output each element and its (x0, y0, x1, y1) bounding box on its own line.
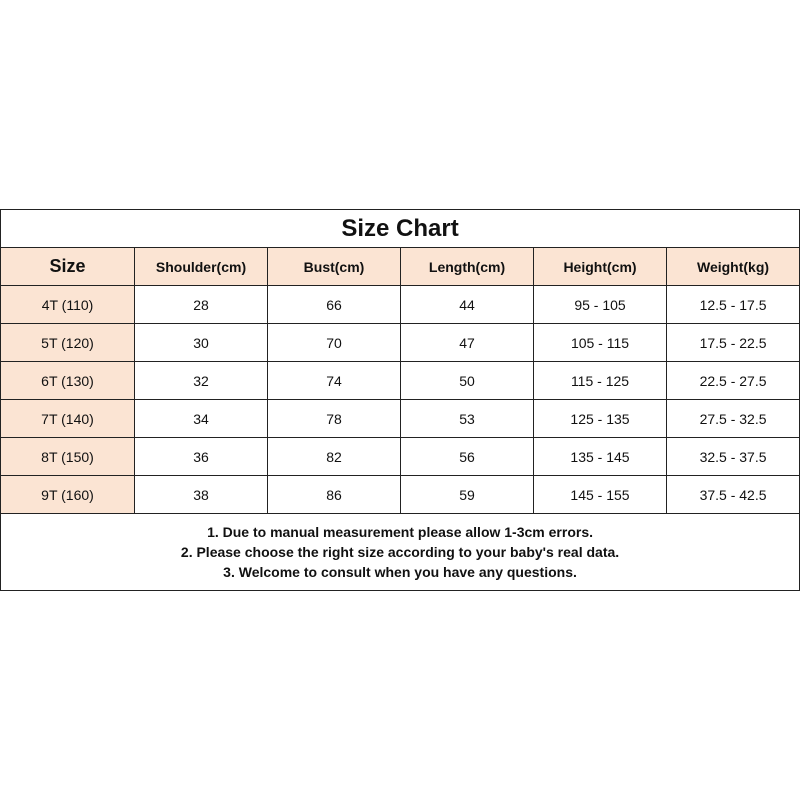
column-header-height: Height(cm) (534, 248, 667, 286)
weight-cell: 37.5 - 42.5 (667, 476, 800, 514)
weight-cell: 12.5 - 17.5 (667, 286, 800, 324)
bust-cell: 66 (268, 286, 401, 324)
size-cell: 7T (140) (1, 400, 135, 438)
table-row (1, 438, 800, 476)
shoulder-cell: 28 (135, 286, 268, 324)
column-header-length: Length(cm) (401, 248, 534, 286)
length-cell: 44 (401, 286, 534, 324)
size-cell: 4T (110) (1, 286, 135, 324)
column-header-bust: Bust(cm) (268, 248, 401, 286)
column-header-weight: Weight(kg) (667, 248, 800, 286)
notes-row (1, 514, 800, 591)
shoulder-cell: 38 (135, 476, 268, 514)
size-cell: 9T (160) (1, 476, 135, 514)
height-cell: 115 - 125 (534, 362, 667, 400)
weight-cell: 22.5 - 27.5 (667, 362, 800, 400)
bust-cell: 70 (268, 324, 401, 362)
shoulder-cell: 36 (135, 438, 268, 476)
table-row (1, 324, 800, 362)
height-cell: 135 - 145 (534, 438, 667, 476)
column-header-size: Size (1, 248, 135, 286)
height-cell: 95 - 105 (534, 286, 667, 324)
table-row (1, 286, 800, 324)
bust-cell: 74 (268, 362, 401, 400)
table-row (1, 362, 800, 400)
height-cell: 125 - 135 (534, 400, 667, 438)
size-cell: 6T (130) (1, 362, 135, 400)
notes (1, 514, 800, 591)
height-cell: 105 - 115 (534, 324, 667, 362)
length-cell: 47 (401, 324, 534, 362)
table-row (1, 476, 800, 514)
note-line: 1. Due to manual measurement please allow 1-3cm errors. (207, 524, 593, 540)
shoulder-cell: 32 (135, 362, 268, 400)
length-cell: 59 (401, 476, 534, 514)
header-row (1, 248, 800, 286)
size-cell: 5T (120) (1, 324, 135, 362)
shoulder-cell: 30 (135, 324, 268, 362)
length-cell: 53 (401, 400, 534, 438)
weight-cell: 32.5 - 37.5 (667, 438, 800, 476)
size-chart-table (0, 209, 800, 591)
chart-title: Size Chart (1, 210, 800, 248)
size-rows (1, 286, 800, 514)
bust-cell: 82 (268, 438, 401, 476)
weight-cell: 27.5 - 32.5 (667, 400, 800, 438)
bust-cell: 78 (268, 400, 401, 438)
bust-cell: 86 (268, 476, 401, 514)
table-row (1, 400, 800, 438)
title-row (1, 210, 800, 248)
length-cell: 56 (401, 438, 534, 476)
size-cell: 8T (150) (1, 438, 135, 476)
length-cell: 50 (401, 362, 534, 400)
note-line: 2. Please choose the right size according to your baby's real data. (180, 544, 620, 560)
shoulder-cell: 34 (135, 400, 268, 438)
column-header-shoulder: Shoulder(cm) (135, 248, 268, 286)
note-line: 3. Welcome to consult when you have any questions. (223, 564, 577, 580)
weight-cell: 17.5 - 22.5 (667, 324, 800, 362)
height-cell: 145 - 155 (534, 476, 667, 514)
